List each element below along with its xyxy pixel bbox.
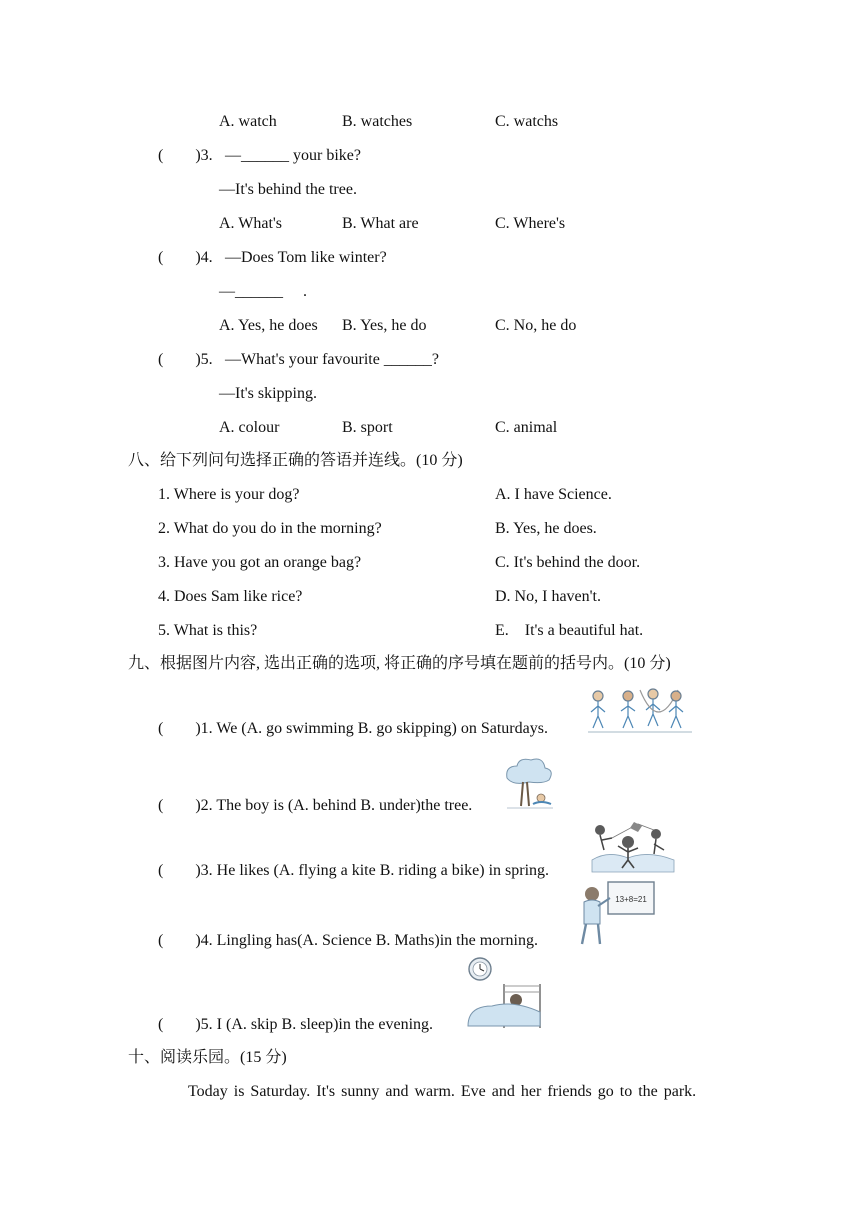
option-a: A. watch <box>219 113 277 130</box>
option-a: A. colour <box>219 419 280 436</box>
blackboard-equation: 13+8=21 <box>615 895 647 904</box>
picture-question[interactable]: ( )2. The boy is (A. behind B. under)the tree. <box>158 797 473 814</box>
question-line-1: —Does Tom like winter? <box>225 249 387 266</box>
question-line-1: —______ your bike? <box>225 147 361 164</box>
match-answer[interactable]: B. Yes, he does. <box>495 520 597 537</box>
option-c: C. No, he do <box>495 317 577 334</box>
sleeping-in-bed-picture <box>464 956 546 1030</box>
option-c: C. watchs <box>495 113 559 130</box>
children-skipping-picture <box>588 686 692 734</box>
picture-question[interactable]: ( )4. Lingling has(A. Science B. Maths)in the morning. <box>158 932 538 949</box>
section-heading: 九、根据图片内容, 选出正确的选项, 将正确的序号填在题前的括号内。(10 分) <box>128 655 671 672</box>
question-line-2: —It's behind the tree. <box>219 181 357 198</box>
picture-question[interactable]: ( )3. He likes (A. flying a kite B. riding a bike) in spring. <box>158 862 550 879</box>
match-answer[interactable]: A. I have Science. <box>495 486 612 503</box>
question-line-1: —What's your favourite ______? <box>225 351 439 368</box>
section-heading: 十、阅读乐园。(15 分) <box>128 1049 287 1066</box>
picture-question[interactable]: ( )1. We (A. go swimming B. go skipping) on Saturdays. <box>158 720 548 737</box>
match-question[interactable]: 5. What is this? <box>158 622 258 639</box>
flying-kite-picture <box>588 820 678 874</box>
match-question[interactable]: 3. Have you got an orange bag? <box>158 554 362 571</box>
answer-paren[interactable]: ( )3. <box>158 147 213 164</box>
match-answer[interactable]: C. It's behind the door. <box>495 554 641 571</box>
question-line-2: —______ . <box>219 283 307 300</box>
match-question[interactable]: 4. Does Sam like rice? <box>158 588 303 605</box>
option-a: A. Yes, he does <box>219 317 318 334</box>
option-c: C. animal <box>495 419 558 436</box>
boy-under-tree-picture <box>503 756 555 812</box>
boy-at-blackboard-picture <box>576 880 656 948</box>
option-b: B. watches <box>342 113 413 130</box>
option-a: A. What's <box>219 215 283 232</box>
option-b: B. Yes, he do <box>342 317 427 334</box>
match-question[interactable]: 2. What do you do in the morning? <box>158 520 382 537</box>
option-b: B. sport <box>342 419 393 436</box>
match-question[interactable]: 1. Where is your dog? <box>158 486 300 503</box>
option-b: B. What are <box>342 215 419 232</box>
picture-question[interactable]: ( )5. I (A. skip B. sleep)in the evening. <box>158 1016 434 1033</box>
reading-paragraph: Today is Saturday. It's sunny and warm. Eve and her friends go to the park. <box>188 1083 697 1100</box>
section-heading: 八、给下列问句选择正确的答语并连线。(10 分) <box>128 452 463 469</box>
match-answer[interactable]: E. It's a beautiful hat. <box>495 622 644 639</box>
answer-paren[interactable]: ( )5. <box>158 351 213 368</box>
answer-paren[interactable]: ( )4. <box>158 249 213 266</box>
question-line-2: —It's skipping. <box>219 385 317 402</box>
match-answer[interactable]: D. No, I haven't. <box>495 588 601 605</box>
option-c: C. Where's <box>495 215 566 232</box>
